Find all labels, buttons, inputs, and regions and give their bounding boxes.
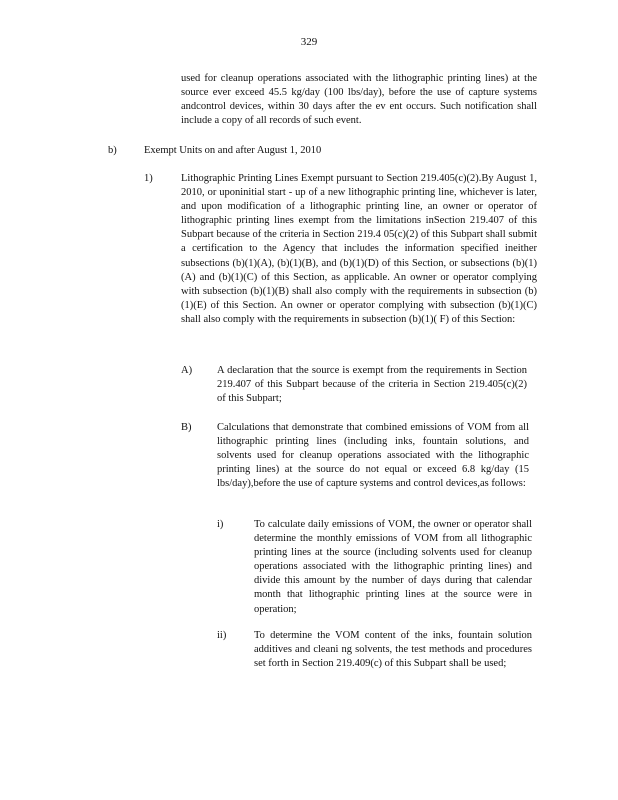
page-number: 329 (300, 36, 318, 48)
item-B-text: Calculations that demonstrate that combined emissions of VOM from all lithographic printing lines (including inks, fountain solutions, and solvents used for cleanup operations associated with the lithographic printing lines) at the source do not equal or exceed 6.8 kg/day (15 lbs/day),before the use of capture systems and control devices,as follows: (217, 422, 529, 490)
item-B-label: B) (181, 422, 192, 433)
item-A-label: A) (181, 365, 193, 376)
section-b-heading: Exempt Units on and after August 1, 2010 (144, 145, 322, 156)
item-ii-text: To determine the VOM content of the inks, fountain solution additives and cleani ng solvents, the test methods and procedures set forth in Section 219.409(c) of this Subpart shall be used; (254, 630, 532, 670)
item-1-label: 1) (144, 173, 153, 184)
item-A-text: A declaration that the source is exempt from the requirements in Section 219.407 of this Subpart because of the criteria in Section 219.405(c)(2) of this Subpart; (217, 365, 527, 405)
item-i-label: i) (217, 519, 224, 530)
item-ii-label: ii) (217, 630, 227, 641)
section-b-label: b) (108, 145, 117, 156)
item-i-text: To calculate daily emissions of VOM, the owner or operator shall determine the monthly emissions of VOM from all lithographic printing lines at the source (including solvents used for cleanup operations associated with the lithographic printing lines) and divide this amount by the number of days during that calendar month that lithographic printing lines at the source were in operation; (254, 519, 532, 615)
continued-paragraph: used for cleanup operations associated with the lithographic printing lines) at the source ever exceed 45.5 kg/day (100 lbs/day), before the use of capture systems andcontrol devices, within 30 days after the ev ent occurs. Such notification shall include a copy of all records of such event. (181, 73, 537, 127)
item-1-text: Lithographic Printing Lines Exempt pursuant to Section 219.405(c)(2).By August 1, 2010, or uponinitial start - up of a new lithographic printing line, whichever is later, and upon modification of a lithographic printing line, an owner or operator of lithographic printing lines exempt from the limitations inSection 219.407 of this Subpart because of the criteria in Section 219.4 05(c)(2) of this Subpart shall submit a certification to the Agency that includes the information specified ineither subsections (b)(1)(A), (b)(1)(B), and (b)(1)(D) of this Section, or subsections (b)(1)(A) and (b)(1)(C) of this Section, as applicable. An owner or operator complying with subsection (b)(1)(B) shall also comply with the requirements in subsection (b)(1)(E) of this Section. An owner or operator complying with subsection (b)(1)(C) shall also comply with the requirements in subsection (b)(1)( F) of this Section: (181, 173, 537, 325)
